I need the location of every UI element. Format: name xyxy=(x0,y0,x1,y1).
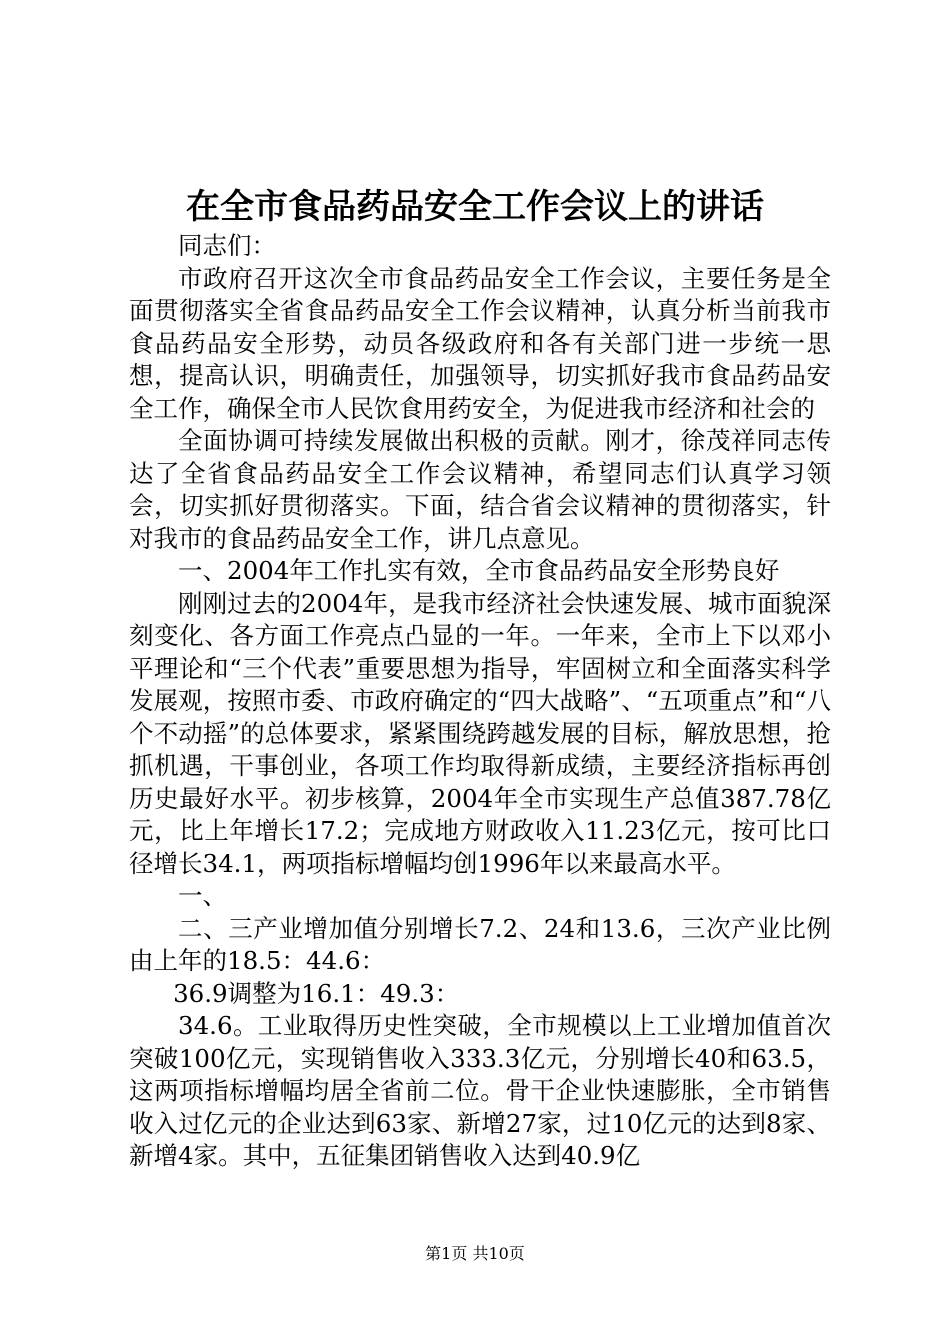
document-title: 在全市食品药品安全工作会议上的讲话 xyxy=(186,187,764,227)
paragraph: 市政府召开这次全市食品药品安全工作会议，主要任务是全面贯彻落实全省食品药品安全工作会议精神，认真分析当前我市食品药品安全形势，动员各级政府和各有关部门进一步统一思想，提高认识，明确责任，加强领导，切实抓好我市食品药品安全工作，确保全市人民饮食用药安全，为促进我市经济和社会的 xyxy=(129,263,831,423)
paragraph: 34.6。工业取得历史性突破，全市规模以上工业增加值首次突破100亿元，实现销售收入333.3亿元，分别增长40和63.5，这两项指标增幅均居全省前二位。骨干企业快速膨胀，全市销售收入过亿元的企业达到63家、新增27家，过10亿元的达到8家、新增4家。其中，五征集团销售收入达到40.9亿 xyxy=(129,1011,831,1170)
section-heading: 一、2004年工作扎实有效，全市食品药品安全形势良好 xyxy=(178,556,780,585)
paragraph-salutation: 同志们： xyxy=(178,231,276,260)
paragraph: 二、三产业增加值分别增长7.2、24和13.6，三次产业比例由上年的18.5：44.6： xyxy=(129,913,831,975)
paragraph: 一、 xyxy=(178,881,227,910)
paragraph: 全面协调可持续发展做出积极的贡献。刚才，徐茂祥同志传达了全省食品药品安全工作会议精神，希望同志们认真学习领会，切实抓好贯彻落实。下面，结合省会议精神的贯彻落实，针对我市的食品药品安全工作，讲几点意见。 xyxy=(129,426,831,553)
document-body xyxy=(129,230,831,1173)
page-footer: 第1页 共10页 xyxy=(425,1244,525,1263)
paragraph: 36.9调整为16.1：49.3： xyxy=(173,978,460,1008)
paragraph: 刚刚过去的2004年，是我市经济社会快速发展、城市面貌深刻变化、各方面工作亮点凸显的一年。一年来，全市上下以邓小平理论和“三个代表”重要思想为指导，牢固树立和全面落实科学发展观，按照市委、市政府确定的“四大战略”、“五项重点”和“八个不动摇”的总体要求，紧紧围绕跨越发展的目标，解放思想，抢抓机遇，干事创业，各项工作均取得新成绩，主要经济指标再创历史最好水平。初步核算，2004年全市实现生产总值387.78亿元，比上年增长17.2；完成地方财政收入11.23亿元，按可比口径增长34.1，两项指标增幅均创1996年以来最高水平。 xyxy=(129,588,831,878)
